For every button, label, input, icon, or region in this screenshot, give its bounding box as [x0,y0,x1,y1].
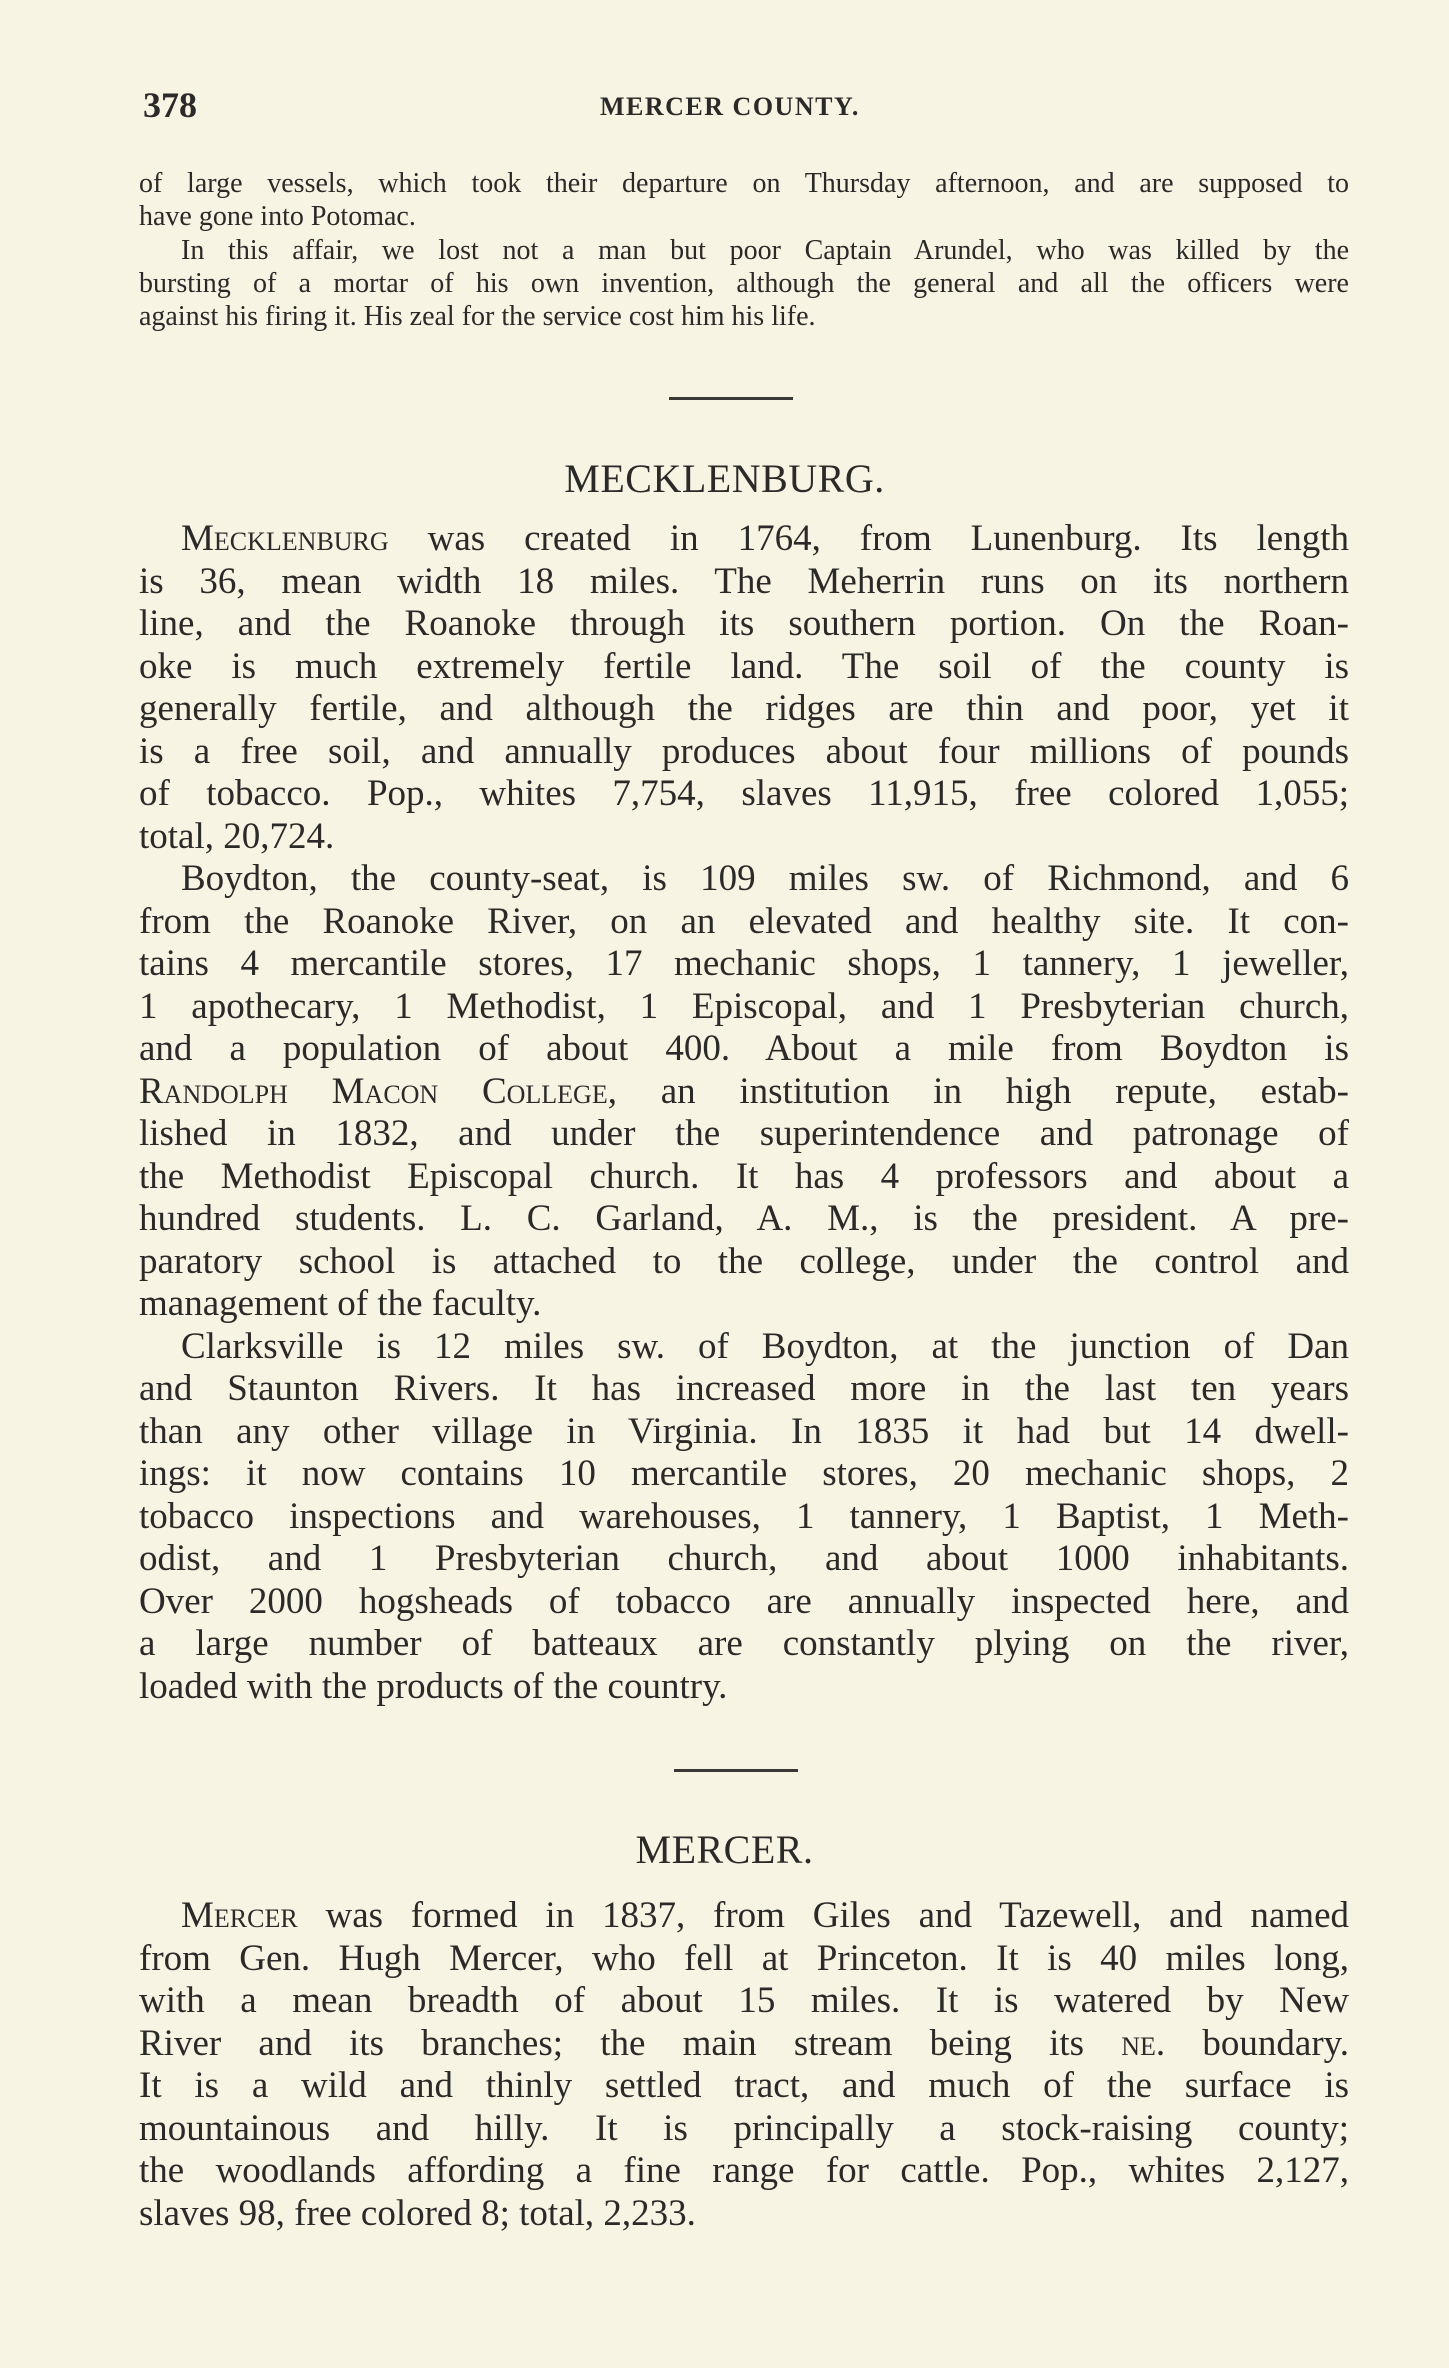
page-number: 378 [143,85,197,125]
text-segment: the woodlands affording a fine range for cattle. Pop., whites 2,127, [139,2150,1349,2191]
text-line [139,1411,1349,1454]
text-segment: the Methodist Episcopal church. It has 4 professors and about a [139,1155,1349,1197]
text-segment: from Gen. Hugh Mercer, who fell at Princeton. It is 40 miles long, [139,1937,1349,1979]
text-line [139,943,1349,986]
text-segment: have gone into Potomac. [139,201,416,233]
text-segment: management of the faculty. [139,1283,542,1324]
small-caps-text: Randolph Macon College [139,1070,608,1112]
text-line [139,1623,1349,1666]
text-line [139,1895,1349,1938]
text-line [139,773,1349,816]
text-line [139,300,1349,333]
text-line [139,1156,1349,1199]
text-segment: paratory school is attached to the college, under the control and [139,1240,1349,1282]
text-line [139,1980,1349,2023]
text-segment: with a mean breadth of about 15 miles. It is watered by New [139,1980,1349,2021]
text-line [139,167,1349,200]
text-line [139,986,1349,1029]
text-segment: odist, and 1 Presbyterian church, and about 1000 inhabitants. [139,1538,1349,1579]
text-line [139,1283,1349,1326]
text-segment: oke is much extremely fertile land. The soil of the county is [139,645,1349,687]
text-segment: In this affair, we lost not a man but poor Captain Arundel, who was killed by the [181,234,1349,266]
text-segment: tobacco inspections and warehouses, 1 tannery, 1 Baptist, 1 Meth- [139,1495,1349,1537]
text-line [139,1113,1349,1156]
text-segment: total, 20,724. [139,815,335,857]
section-divider [674,1769,798,1772]
section-heading-mercer: MERCER. [635,1827,814,1872]
text-segment: lished in 1832, and under the superintendence and patronage of [139,1113,1349,1154]
text-line [139,1581,1349,1624]
text-line [139,1496,1349,1539]
text-segment: bursting of a mortar of his own invention, although the general and all the officers were [139,267,1349,299]
text-segment: generally fertile, and although the ridges are thin and poor, yet it [139,688,1349,729]
text-segment: tains 4 mercantile stores, 17 mechanic shops, 1 tannery, 1 jeweller, [139,943,1349,984]
text-line [139,1938,1349,1981]
mecklenburg-text [139,518,1349,1708]
text-line [139,688,1349,731]
text-line [139,1071,1349,1114]
text-segment: slaves 98, free colored 8; total, 2,233. [139,2192,696,2234]
text-segment: of tobacco. Pop., whites 7,754, slaves 11,915, free colored 1,055; [139,773,1349,814]
text-segment: ings: it now contains 10 mercantile stores, 20 mechanic shops, 2 [139,1453,1349,1494]
text-line [139,200,1349,233]
text-line [139,1453,1349,1496]
text-segment: 1 apothecary, 1 Methodist, 1 Episcopal, and 1 Presbyterian church, [139,985,1349,1027]
text-segment: against his firing it. His zeal for the service cost him his life. [139,301,816,333]
text-line [139,816,1349,859]
text-segment: mountainous and hilly. It is principally a stock-raising county; [139,2107,1349,2149]
text-line [139,2023,1349,2066]
text-segment: from the Roanoke River, on an elevated and healthy site. It con- [139,900,1349,942]
text-segment: a large number of batteaux are constantly plying on the river, [139,1623,1349,1664]
text-line [139,1666,1349,1709]
section-divider [669,397,793,400]
text-segment: , an institution in high repute, estab- [607,1070,1349,1112]
text-line [139,1198,1349,1241]
small-caps-text: ne. [1121,2022,1166,2064]
text-segment: River and its branches; the main stream being its [139,2022,1122,2064]
text-line [139,518,1349,561]
text-line [139,1326,1349,1369]
small-caps-text: Mercer [181,1895,298,1936]
text-segment: Clarksville is 12 miles sw. of Boydton, at the junction of Dan [181,1325,1349,1367]
continuation-text [139,167,1349,333]
small-caps-text: Mecklenburg [181,518,389,559]
text-segment: was formed in 1837, from Giles and Tazewell, and named [297,1895,1349,1936]
text-segment: hundred students. L. C. Garland, A. M., is the president. A pre- [139,1198,1349,1239]
section-heading-mecklenburg: MECKLENBURG. [564,456,885,501]
text-line [139,1241,1349,1284]
text-line [139,2193,1349,2236]
text-line [139,1538,1349,1581]
text-segment: of large vessels, which took their departure on Thursday afternoon, and are supposed to [139,168,1349,199]
mercer-text [139,1895,1349,2235]
text-line [139,234,1349,267]
text-line [139,2108,1349,2151]
text-segment: was created in 1764, from Lunenburg. Its length [388,518,1349,559]
text-segment: is 36, mean width 18 miles. The Meherrin runs on its northern [139,560,1349,602]
text-line [139,858,1349,901]
text-line [139,731,1349,774]
text-segment: than any other village in Virginia. In 1835 it had but 14 dwell- [139,1410,1349,1452]
text-segment: loaded with the products of the country. [139,1665,728,1707]
text-line [139,2150,1349,2193]
text-segment: line, and the Roanoke through its southern portion. On the Roan- [139,603,1349,644]
text-segment: Boydton, the county-seat, is 109 miles sw. of Richmond, and 6 [181,858,1349,899]
running-head: MERCER COUNTY. [600,92,860,121]
text-line [139,267,1349,300]
text-line [139,603,1349,646]
text-segment: and Staunton Rivers. It has increased more in the last ten years [139,1368,1349,1409]
text-line [139,1368,1349,1411]
text-segment: and a population of about 400. About a mile from Boydton is [139,1028,1349,1069]
text-line [139,901,1349,944]
text-line [139,561,1349,604]
text-segment: boundary. [1165,2022,1349,2064]
text-segment: Over 2000 hogsheads of tobacco are annually inspected here, and [139,1580,1349,1622]
text-line [139,646,1349,689]
text-segment: is a free soil, and annually produces about four millions of pounds [139,730,1349,772]
text-line [139,2065,1349,2108]
text-segment: It is a wild and thinly settled tract, and much of the surface is [139,2065,1349,2106]
text-line [139,1028,1349,1071]
